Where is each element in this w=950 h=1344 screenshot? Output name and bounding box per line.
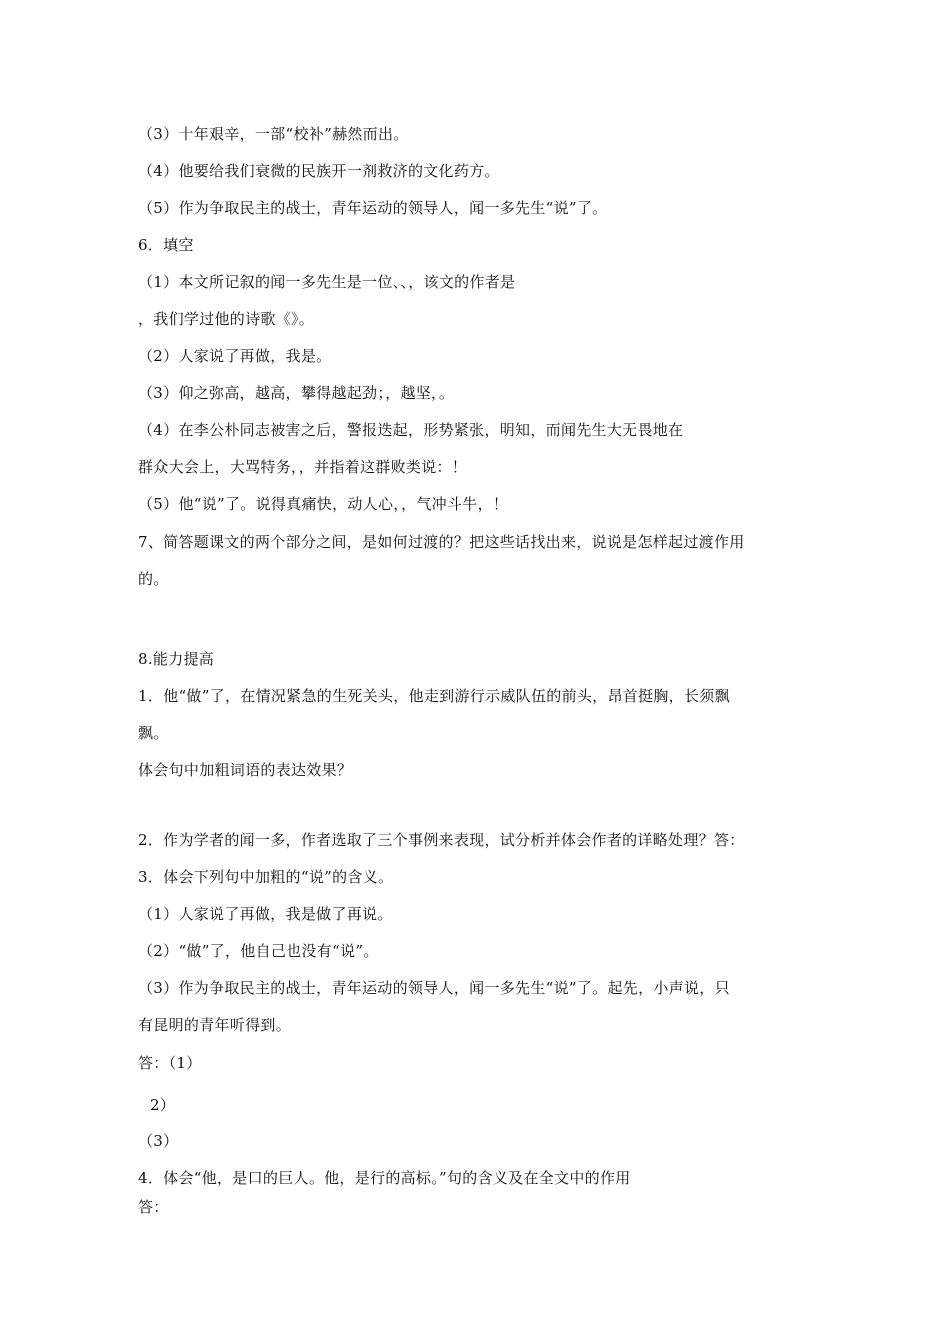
- item-4-line: （4）他要给我们衰微的民族开一剂救济的文化药方。: [138, 162, 500, 180]
- item-3-line: （3）十年艰辛，一部“校补”赫然而出。: [138, 125, 409, 143]
- ability-4-line: 4．体会“他，是口的巨人。他，是行的高标。”句的含义及在全文中的作用: [138, 1169, 631, 1187]
- answer-2-line: 2）: [150, 1096, 176, 1114]
- section-8-heading: 8.能力提高: [138, 650, 215, 668]
- ability-2-line: 2．作为学者的闻一多，作者选取了三个事例来表现，试分析并体会作者的详略处理？答：: [138, 831, 745, 849]
- ability-3-line: 3．体会下列句中加粗的“说”的含义。: [138, 868, 394, 886]
- fill-1-line: （1）本文所记叙的闻一多先生是一位、、，该文的作者是: [138, 273, 516, 291]
- ability-3-item-2: （2）“做”了，他自己也没有“说”。: [138, 942, 379, 960]
- ability-1-continued: 飘。: [138, 724, 169, 742]
- ability-3-item-3-continued: 有昆明的青年听得到。: [138, 1016, 292, 1034]
- ability-1-question: 体会句中加粗词语的表达效果？: [138, 761, 353, 779]
- item-5-line: （5）作为争取民主的战士，青年运动的领导人，闻一多先生“说”了。: [138, 199, 608, 217]
- ability-1-line: 1．他“做”了，在情况紧急的生死关头，他走到游行示威队伍的前头，昂首挺胸，长须飘: [138, 687, 730, 705]
- answer-1-line: 答：（1）: [138, 1054, 202, 1072]
- ability-4-answer: 答：: [138, 1198, 169, 1216]
- ability-3-item-3: （3）作为争取民主的战士，青年运动的领导人，闻一多先生“说”了。起先，小声说，只: [138, 979, 730, 997]
- question-7-line: 7、简答题课文的两个部分之间，是如何过渡的？把这些话找出来，说说是怎样起过渡作用: [138, 533, 745, 551]
- fill-3-line: （3）仰之弥高，越高，攀得越起劲；，越坚，。: [138, 384, 455, 402]
- question-7-continued: 的。: [138, 570, 169, 588]
- section-6-heading: 6．填空: [138, 236, 194, 254]
- answer-3-line: （3）: [138, 1132, 179, 1150]
- fill-1-continued: ，我们学过他的诗歌《》。: [138, 310, 315, 328]
- fill-2-line: （2）人家说了再做，我是。: [138, 347, 332, 365]
- ability-3-item-1: （1）人家说了再做，我是做了再说。: [138, 905, 393, 923]
- fill-4-line: （4）在李公朴同志被害之后，警报迭起，形势紧张，明知，而闻先生大无畏地在: [138, 421, 684, 439]
- fill-4-continued: 群众大会上，大骂特务，，并指着这群败类说：！: [138, 458, 468, 476]
- fill-5-line: （5）他“说”了。说得真痛快，动人心，，气冲斗牛，！: [138, 495, 509, 513]
